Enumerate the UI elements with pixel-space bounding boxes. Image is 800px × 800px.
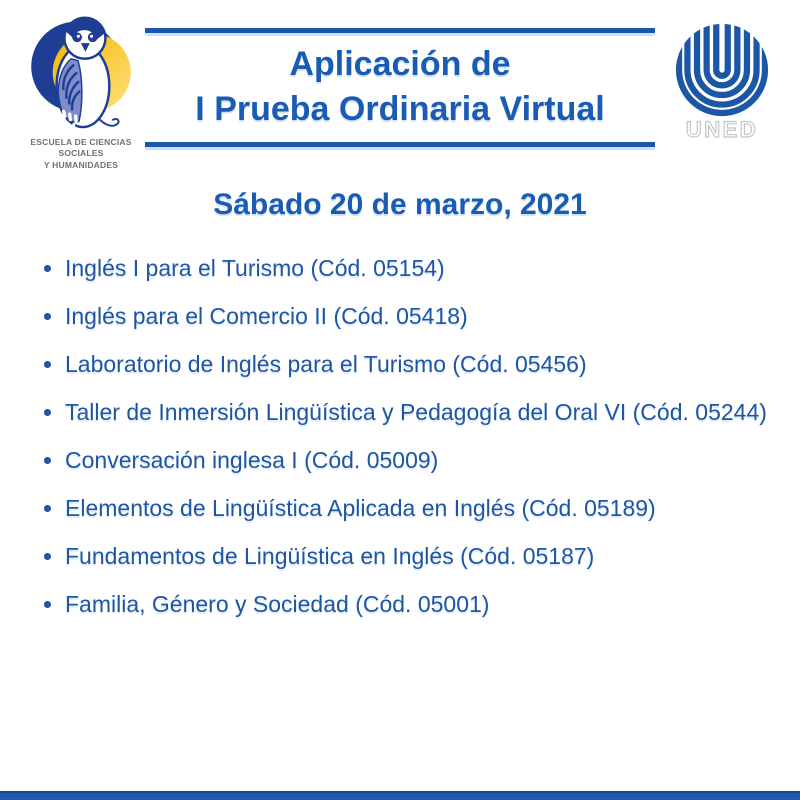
- page-title: [145, 42, 655, 132]
- course-item: [40, 532, 775, 580]
- course-text: Laboratorio de Inglés para el Turismo (Cód. 05456): [65, 351, 587, 377]
- title-line2: I Prueba Ordinaria Virtual: [195, 90, 605, 128]
- title-rule-top: [145, 28, 655, 33]
- uned-wordmark: [674, 118, 770, 143]
- university-logo: [672, 22, 772, 143]
- bullet-icon: [44, 553, 51, 560]
- school-logo: [22, 8, 140, 171]
- uned-circle-icon: [674, 22, 770, 118]
- date-heading: Sábado 20 de marzo, 2021: [213, 188, 587, 221]
- course-item: [40, 580, 775, 628]
- course-text: Inglés para el Comercio II (Cód. 05418): [65, 303, 468, 329]
- course-item: [40, 484, 775, 532]
- title-rule-bottom: [145, 142, 655, 147]
- course-text: Conversación inglesa I (Cód. 05009): [65, 447, 439, 473]
- bullet-icon: [44, 265, 51, 272]
- school-caption-line1: ESCUELA DE CIENCIAS SOCIALES: [30, 137, 132, 159]
- bullet-icon: [44, 457, 51, 464]
- bullet-icon: [44, 601, 51, 608]
- course-item: [40, 436, 775, 484]
- course-item: [40, 292, 775, 340]
- bullet-icon: [44, 361, 51, 368]
- bullet-icon: [44, 409, 51, 416]
- title-block: [145, 28, 655, 147]
- footer-bar: [0, 791, 800, 800]
- owl-logo-icon: [25, 8, 137, 130]
- course-text: Elementos de Lingüística Aplicada en Inglés (Cód. 05189): [65, 495, 656, 521]
- course-item: [40, 340, 775, 388]
- course-text: Fundamentos de Lingüística en Inglés (Cód. 05187): [65, 543, 595, 569]
- course-item: [40, 388, 775, 436]
- title-line1: Aplicación de: [289, 45, 511, 83]
- course-list: [40, 244, 775, 628]
- bullet-icon: [44, 313, 51, 320]
- svg-text:UNED: UNED: [685, 118, 759, 143]
- course-item: [40, 244, 775, 292]
- course-text: Familia, Género y Sociedad (Cód. 05001): [65, 591, 490, 617]
- bullet-icon: [44, 505, 51, 512]
- course-text: Inglés I para el Turismo (Cód. 05154): [65, 255, 445, 281]
- school-caption-line2: Y HUMANIDADES: [43, 159, 119, 170]
- course-text: Taller de Inmersión Lingüística y Pedagogía del Oral VI (Cód. 05244): [65, 399, 767, 425]
